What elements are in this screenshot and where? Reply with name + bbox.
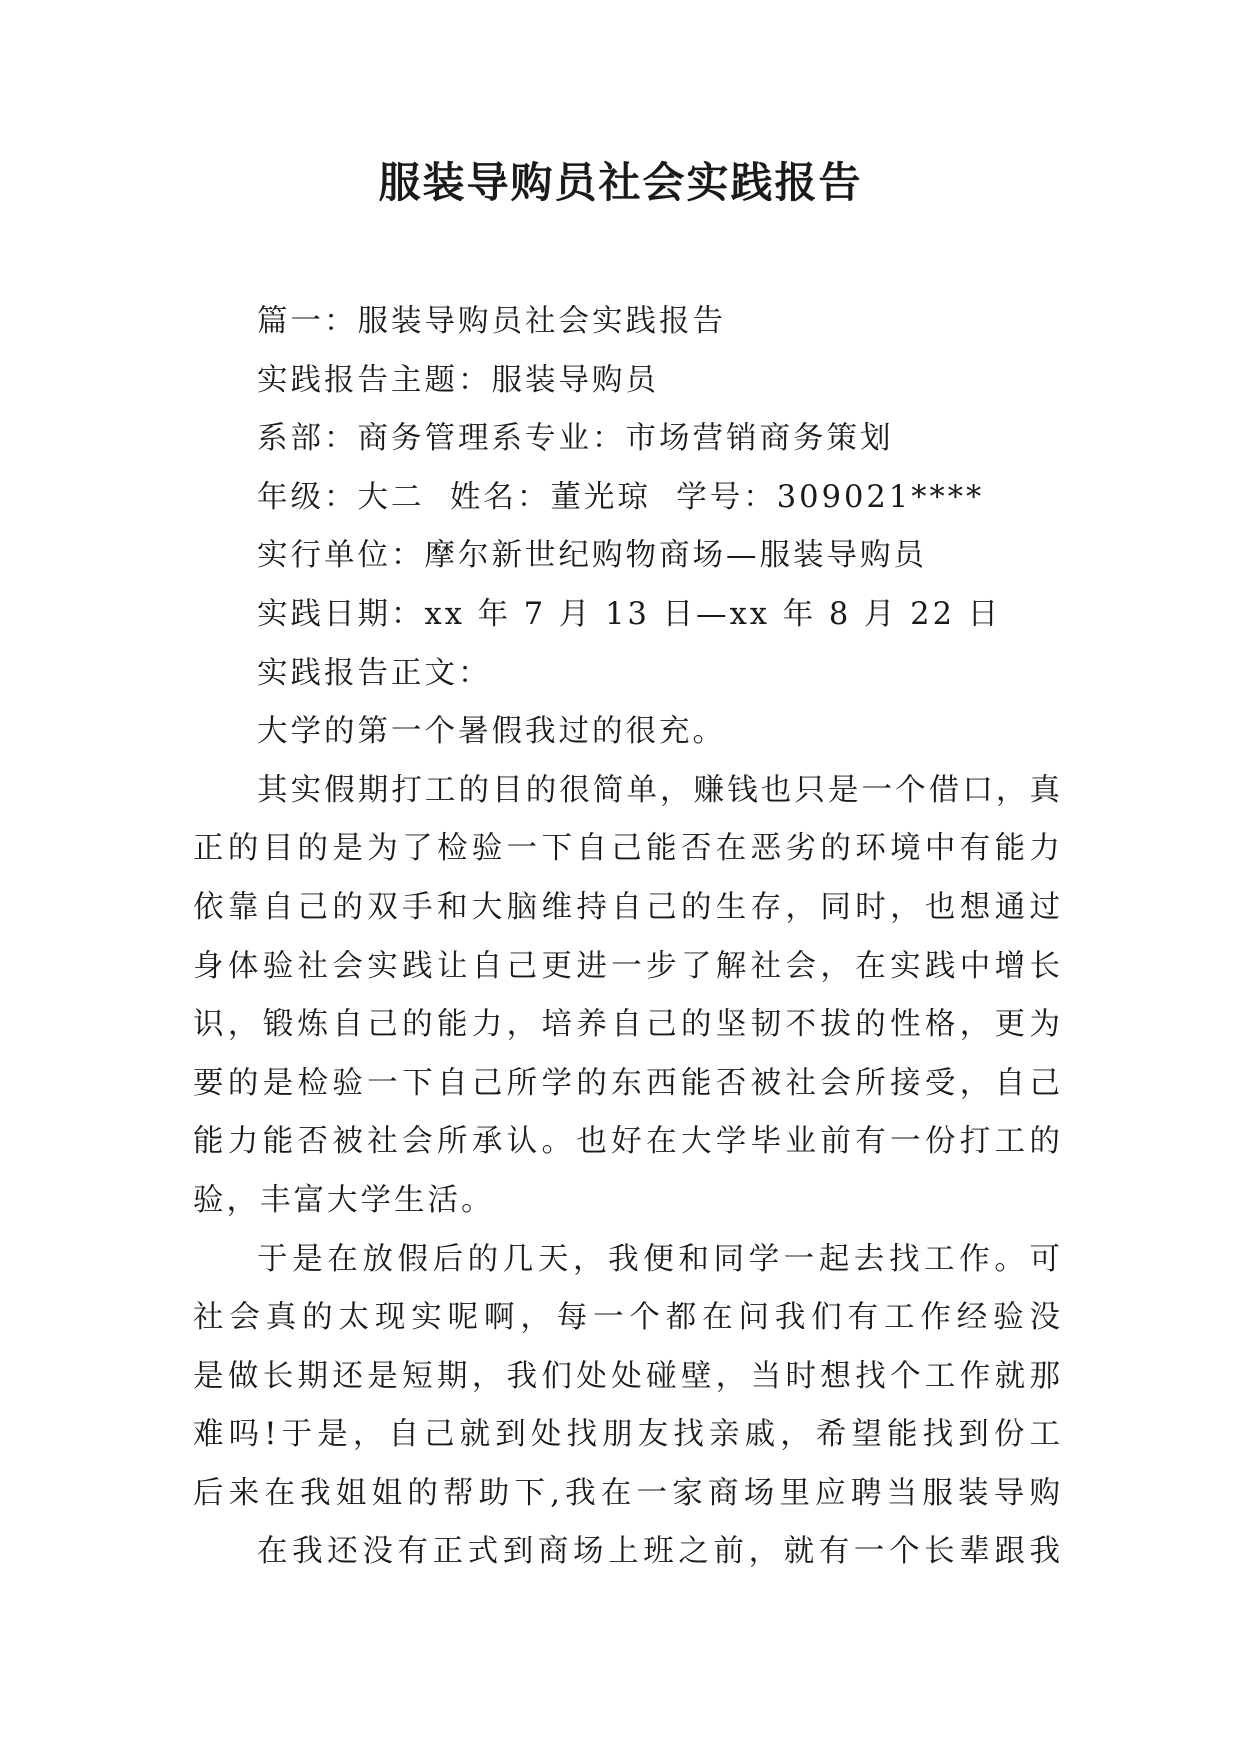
paragraph-1-line: 验，丰富大学生活。 — [193, 1182, 495, 1218]
paragraph-1-line: 识，锻炼自己的能力，培养自己的坚韧不拔的性格，更为 — [193, 1007, 1063, 1043]
meta-line-department: 系部：商务管理系专业：市场营销商务策划 — [257, 421, 894, 457]
paragraph-2-line: 难吗!于是，自己就到处找朋友找亲戚，希望能找到份工 — [193, 1417, 1063, 1453]
paragraph-1-line: 依靠自己的双手和大脑维持自己的生存，同时，也想通过 — [193, 889, 1063, 925]
paragraph-1-line: 正的目的是为了检验一下自己能否在恶劣的环境中有能力 — [193, 831, 1063, 867]
document-title: 服装导购员社会实践报告 — [378, 158, 863, 207]
paragraph-1-line: 身体验社会实践让自己更进一步了解社会，在实践中增长 — [193, 948, 1063, 984]
meta-line-body-heading: 实践报告正文： — [257, 655, 492, 691]
meta-line-section: 篇一：服装导购员社会实践报告 — [257, 304, 726, 339]
meta-line-unit: 实行单位：摩尔新世纪购物商场—服装导购员 — [257, 538, 927, 574]
meta-line-topic: 实践报告主题：服装导购员 — [257, 362, 659, 398]
paragraph-1-line: 要的是检验一下自己所学的东西能否被社会所接受，自己 — [193, 1065, 1063, 1101]
meta-line-date: 实践日期：xx 年 7 月 13 日—xx 年 8 月 22 日 — [257, 596, 1002, 632]
paragraph-1-line: 其实假期打工的目的很简单，赚钱也只是一个借口，真 — [257, 772, 1063, 808]
paragraph-2-line: 后来在我姐姐的帮助下,我在一家商场里应聘当服装导购 — [193, 1475, 1063, 1511]
paragraph-1-line: 能力能否被社会所承认。也好在大学毕业前有一份打工的 — [193, 1124, 1063, 1160]
intro-sentence: 大学的第一个暑假我过的很充。 — [257, 714, 726, 750]
paragraph-3-line: 在我还没有正式到商场上班之前，就有一个长辈跟我 — [257, 1534, 1063, 1570]
paragraph-2-line: 是做长期还是短期，我们处处碰壁，当时想找个工作就那 — [193, 1358, 1063, 1394]
paragraph-2-line: 于是在放假后的几天，我便和同学一起去找工作。可 — [257, 1241, 1063, 1277]
paragraph-2-line: 社会真的太现实呢啊，每一个都在问我们有工作经验没 — [193, 1300, 1063, 1336]
document-body — [193, 293, 1063, 1582]
meta-line-student: 年级：大二 姓名：董光琼 学号：309021**** — [257, 479, 985, 515]
